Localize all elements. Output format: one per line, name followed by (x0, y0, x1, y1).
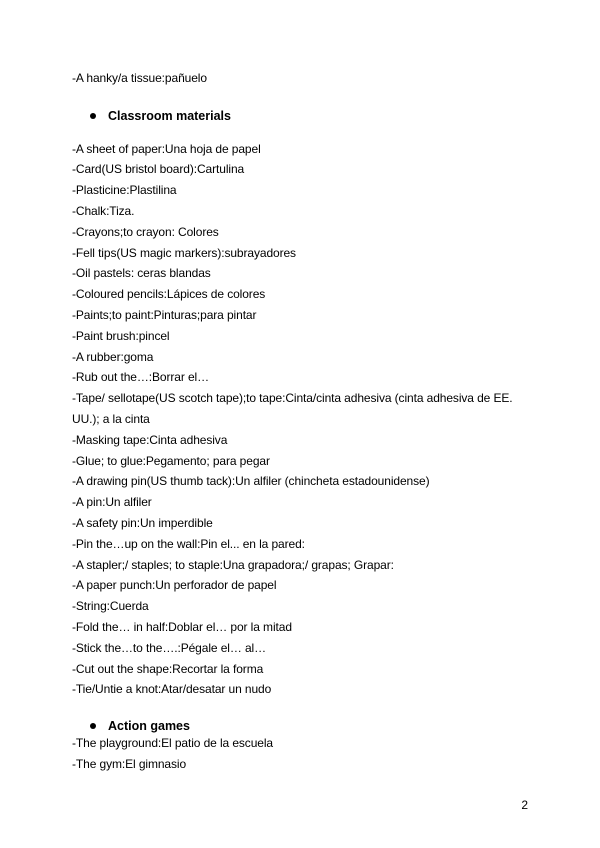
list-item: -String:Cuerda (72, 599, 149, 614)
section-heading-classroom (90, 106, 231, 126)
page-number: 2 (521, 798, 528, 812)
list-item: -The playground:El patio de la escuela (72, 736, 273, 750)
list-item: -Fold the… in half:Doblar el… por la mitad (72, 619, 292, 634)
list-item: -Paint brush:pincel (72, 328, 170, 343)
list-item: -Paints;to paint:Pinturas;para pintar (72, 307, 257, 322)
list-item: -Oil pastels: ceras blandas (72, 266, 211, 281)
list-item: -A sheet of paper:Una hoja de papel (72, 141, 261, 156)
intro-line: -A hanky/a tissue:pañuelo (72, 71, 207, 85)
list-item: -The gym:El gimnasio (72, 756, 187, 771)
bullet-icon (90, 723, 96, 729)
list-item: -Cut out the shape:Recortar la forma (72, 661, 264, 676)
list-item: -Crayons;to crayon: Colores (72, 224, 219, 239)
list-item: -A rubber:goma (72, 349, 154, 364)
list-item: -Card(US bristol board):Cartulina (72, 162, 245, 177)
bullet-icon (90, 113, 96, 119)
list-item: -Glue; to glue:Pegamento; para pegar (72, 453, 270, 468)
section-heading-text: Classroom materials (108, 109, 231, 123)
list-item: -Tie/Untie a knot:Atar/desatar un nudo (72, 682, 272, 697)
list-item: -Tape/ sellotape(US scotch tape);to tape:Cinta/cinta adhesiva (cinta adhesiva de EE. UU.); a la cinta (72, 391, 513, 426)
list-item: -A pin:Un alfiler (72, 495, 152, 510)
list-item: -A safety pin:Un imperdible (72, 515, 213, 530)
list-item: -A stapler;/ staples; to staple:Una grapadora;/ grapas; Grapar: (72, 557, 394, 572)
list-item: -Masking tape:Cinta adhesiva (72, 432, 228, 447)
list-item: -Stick the…to the….:Pégale el… al… (72, 640, 267, 655)
section-heading-text: Action games (108, 719, 190, 733)
list-item: -Rub out the…:Borrar el… (72, 370, 209, 385)
list-item: -Plasticine:Plastilina (72, 183, 177, 198)
list-item: -Coloured pencils:Lápices de colores (72, 287, 266, 302)
list-item: -Chalk:Tiza. (72, 203, 135, 218)
list-item: -A paper punch:Un perforador de papel (72, 578, 277, 593)
list-item: -Pin the…up on the wall:Pin el... en la pared: (72, 536, 305, 551)
list-item: -Fell tips(US magic markers):subrayadores (72, 245, 296, 260)
list-item: -A drawing pin(US thumb tack):Un alfiler (chincheta estadounidense) (72, 474, 430, 489)
